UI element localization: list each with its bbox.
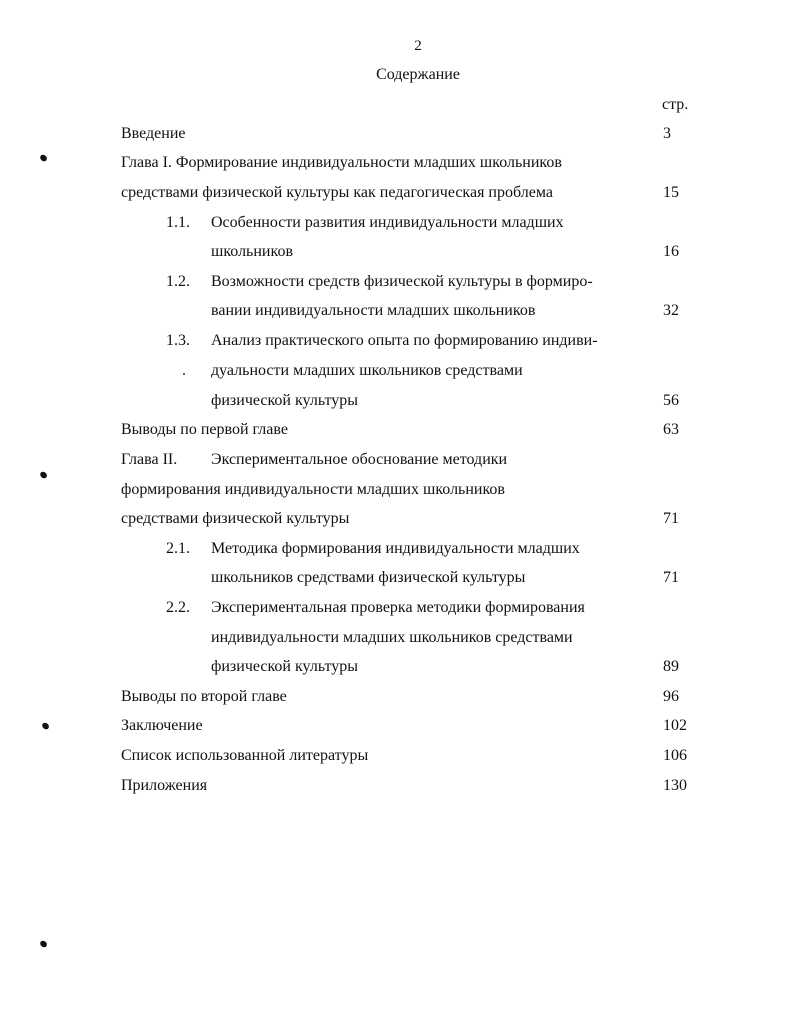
toc-intro-page: 3	[663, 125, 671, 142]
toc-refs-text: Список использованной литературы	[121, 747, 369, 764]
toc-appendix-text: Приложения	[121, 777, 208, 794]
toc-conc2-text: Выводы по второй главе	[121, 688, 287, 705]
toc-s11-page: 16	[663, 243, 679, 260]
toc-s13-page: 56	[663, 392, 679, 409]
toc-s13-line2: дуальности младших школьников средствами	[211, 362, 523, 379]
toc-s21-number: 2.1.	[166, 540, 190, 557]
toc-conc1-text: Выводы по первой главе	[121, 421, 288, 438]
scan-speck	[183, 373, 185, 375]
toc-ch1-line1: Глава I. Формирование индивидуальности младших школьников	[121, 154, 562, 171]
scan-mark	[39, 154, 48, 162]
toc-appendix-page: 130	[663, 777, 687, 794]
toc-s13-line3: физической культуры	[211, 392, 359, 409]
toc-s11-line2: школьников	[211, 243, 293, 260]
toc-ch2-line3: средствами физической культуры	[121, 510, 350, 527]
scan-mark	[41, 722, 50, 730]
toc-conclusion-text: Заключение	[121, 717, 203, 734]
toc-s11-number: 1.1.	[166, 214, 190, 231]
toc-intro-text: Введение	[121, 125, 186, 142]
toc-s12-number: 1.2.	[166, 273, 190, 290]
scan-mark	[39, 471, 48, 479]
toc-s22-page: 89	[663, 658, 679, 675]
toc-ch2-line1: Экспериментальное обоснование методики	[211, 451, 508, 468]
page-title: Содержание	[376, 66, 460, 83]
toc-ch2-line2: формирования индивидуальности младших школьников	[121, 481, 505, 498]
scan-mark	[39, 940, 48, 948]
page-number: 2	[414, 38, 422, 54]
toc-s12-line1: Возможности средств физической культуры в формиро-	[211, 273, 593, 290]
toc-s22-number: 2.2.	[166, 599, 190, 616]
toc-ch2-page: 71	[663, 510, 679, 527]
toc-s11-line1: Особенности развития индивидуальности младших	[211, 214, 564, 231]
toc-s21-line2: школьников средствами физической культуры	[211, 569, 526, 586]
toc-s12-line2: вании индивидуальности младших школьников	[211, 302, 536, 319]
toc-ch2-label: Глава II.	[121, 451, 178, 468]
toc-s13-number: 1.3.	[166, 332, 190, 349]
toc-s12-page: 32	[663, 302, 679, 319]
toc-s21-page: 71	[663, 569, 679, 586]
toc-conc2-page: 96	[663, 688, 679, 705]
toc-s21-line1: Методика формирования индивидуальности младших	[211, 540, 580, 557]
toc-s13-line1: Анализ практического опыта по формированию индиви-	[211, 332, 598, 349]
toc-ch1-line2: средствами физической культуры как педагогическая проблема	[121, 184, 553, 201]
toc-conc1-page: 63	[663, 421, 679, 438]
toc-s22-line2: индивидуальности младших школьников средствами	[211, 629, 573, 646]
toc-s22-line1: Экспериментальная проверка методики формирования	[211, 599, 585, 616]
pages-column-label: стр.	[662, 96, 689, 113]
toc-s22-line3: физической культуры	[211, 658, 359, 675]
toc-ch1-page: 15	[663, 184, 679, 201]
toc-conclusion-page: 102	[663, 717, 687, 734]
toc-refs-page: 106	[663, 747, 687, 764]
